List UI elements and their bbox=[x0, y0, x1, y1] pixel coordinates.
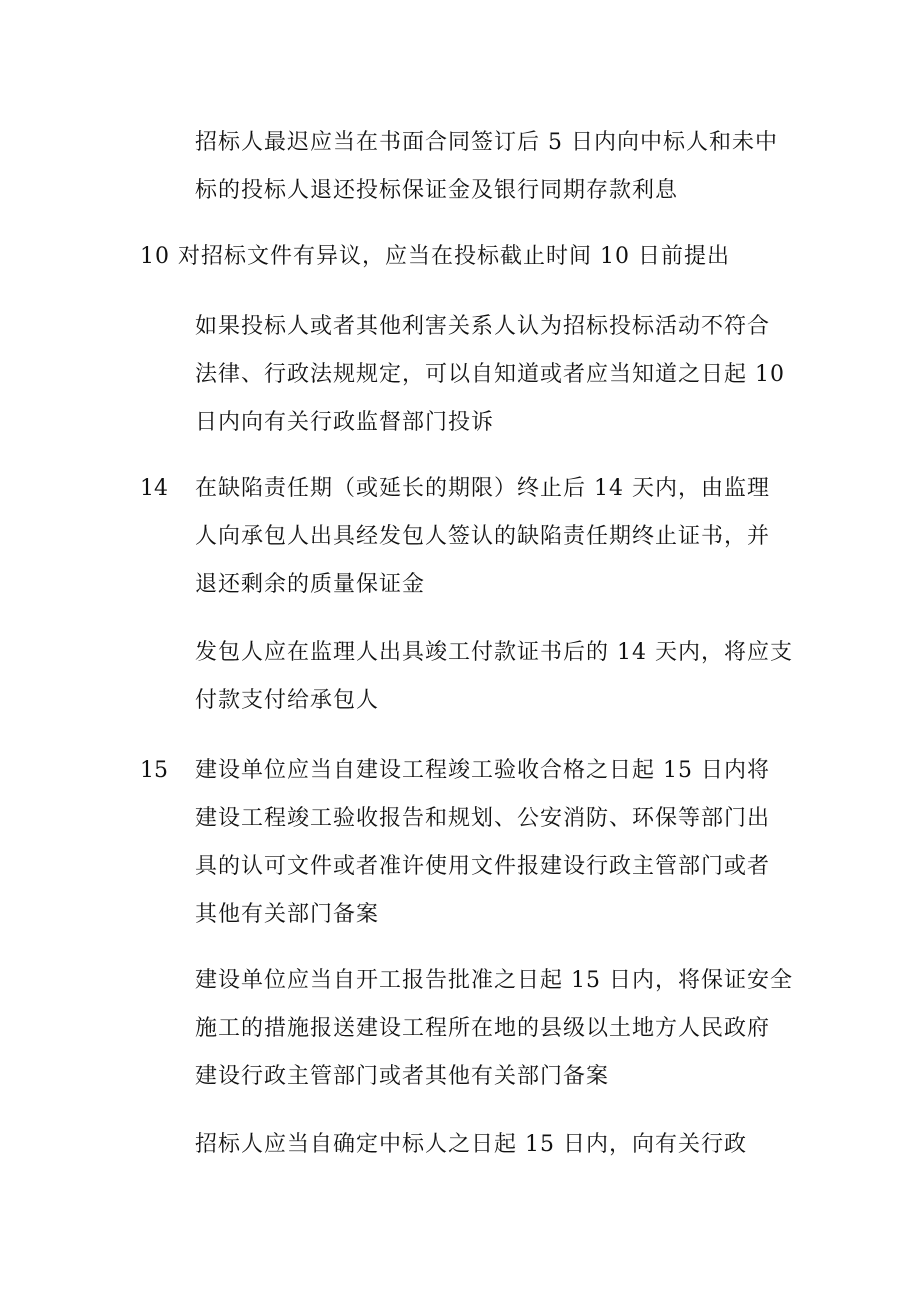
paragraph-line: 建设行政主管部门或者其他有关部门备案 bbox=[195, 1064, 610, 1089]
paragraph-line: 建设单位应当自建设工程竣工验收合格之日起 15 日内将 bbox=[195, 758, 770, 783]
paragraph-line: 具的认可文件或者准许使用文件报建设行政主管部门或者 bbox=[195, 854, 771, 879]
paragraph-line: 标的投标人退还投标保证金及银行同期存款利息 bbox=[195, 178, 679, 203]
paragraph-line: 人向承包人出具经发包人签认的缺陷责任期终止证书，并 bbox=[195, 524, 771, 549]
section-number: 15 bbox=[140, 758, 168, 783]
paragraph-line: 建设单位应当自开工报告批准之日起 15 日内，将保证安全 bbox=[195, 968, 793, 993]
paragraph-line: 其他有关部门备案 bbox=[195, 902, 380, 927]
paragraph-line: 退还剩余的质量保证金 bbox=[195, 572, 426, 597]
paragraph-line: 招标人最迟应当在书面合同签订后 5 日内向中标人和未中 bbox=[195, 130, 778, 155]
paragraph-line: 日内向有关行政监督部门投诉 bbox=[195, 410, 495, 435]
paragraph-line: 发包人应在监理人出具竣工付款证书后的 14 天内，将应支 bbox=[195, 640, 793, 665]
paragraph-line: 招标人应当自确定中标人之日起 15 日内，向有关行政 bbox=[195, 1132, 747, 1157]
paragraph-line: 付款支付给承包人 bbox=[195, 688, 380, 713]
paragraph-line: 如果投标人或者其他利害关系人认为招标投标活动不符合 bbox=[195, 314, 771, 339]
paragraph-line: 在缺陷责任期（或延长的期限）终止后 14 天内，由监理 bbox=[195, 476, 770, 501]
paragraph-line: 建设工程竣工验收报告和规划、公安消防、环保等部门出 bbox=[195, 806, 771, 831]
section-heading: 10 对招标文件有异议，应当在投标截止时间 10 日前提出 bbox=[140, 244, 730, 269]
paragraph-line: 法律、行政法规规定，可以自知道或者应当知道之日起 10 bbox=[195, 362, 785, 387]
section-number: 14 bbox=[140, 476, 168, 501]
paragraph-line: 施工的措施报送建设工程所在地的县级以土地方人民政府 bbox=[195, 1016, 771, 1041]
